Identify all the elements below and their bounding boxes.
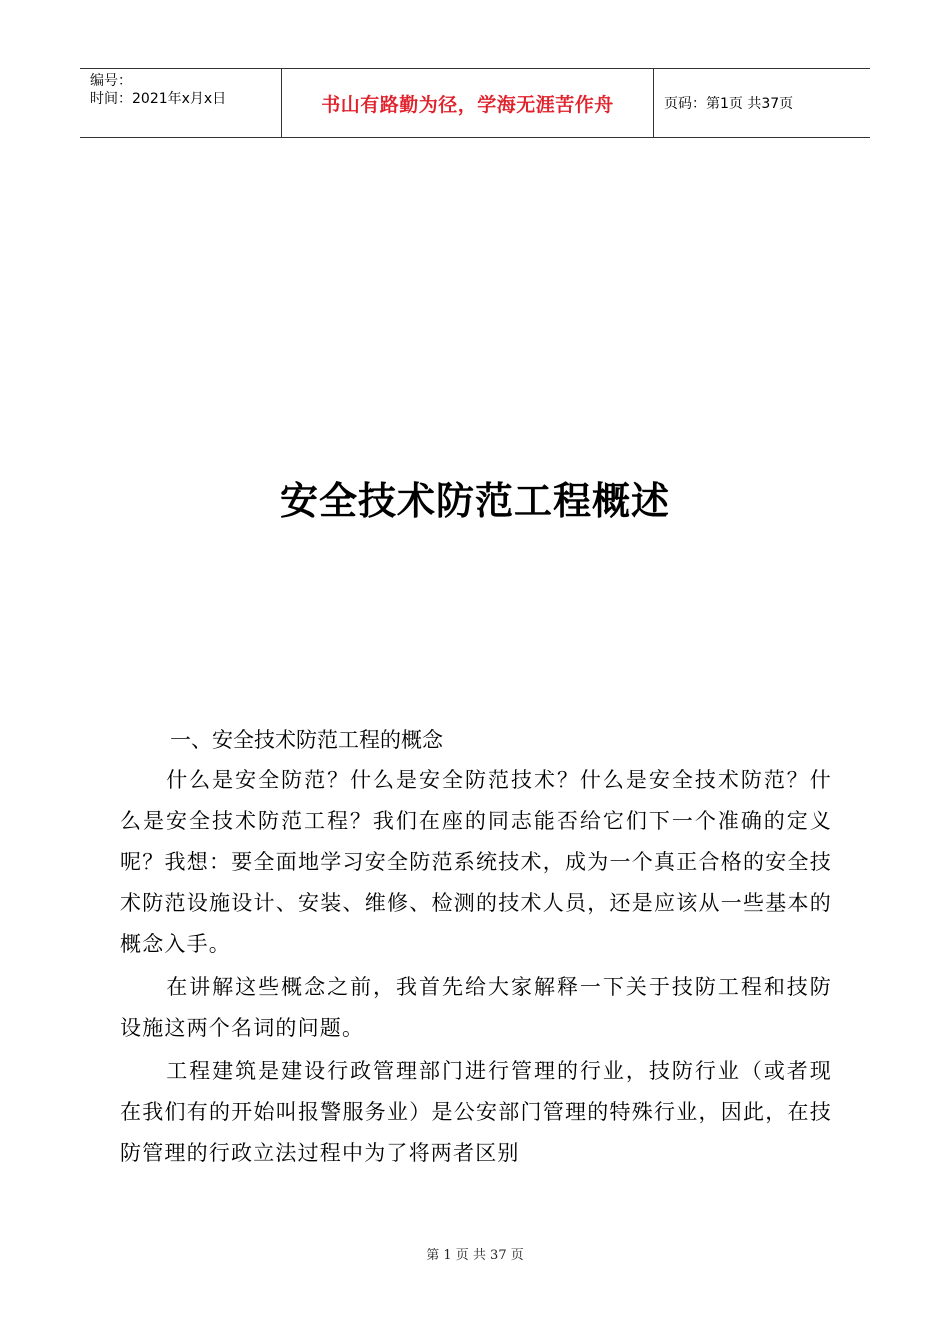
motto-text: 书山有路勤为径，学海无涯苦作舟 (321, 93, 614, 116)
date-label: 时间：2021年x月x日 (90, 91, 227, 107)
paragraph: 在讲解这些概念之前，我首先给大家解释一下关于技防工程和技防设施这两个名词的问题。 (120, 975, 832, 1040)
section-heading: 一、安全技术防范工程的概念 (170, 728, 443, 752)
document-header (80, 68, 870, 138)
page-footer: 第 1 页 共 37 页 (426, 1248, 524, 1263)
paragraph: 什么是安全防范？什么是安全防范技术？什么是安全技术防范？什么是安全技术防范工程？我们在座的同志能否给它们下一个准确的定义呢？我想：要全面地学习安全防范系统技术，成为一个真正合格的安全技术防范设施设计、安装、维修、检测的技术人员，还是应该从一些基本的概念入手。 (120, 768, 832, 956)
header-motto-cell (282, 69, 654, 137)
header-meta-cell (80, 69, 282, 137)
paragraph: 工程建筑是建设行政管理部门进行管理的行业，技防行业（或者现在我们有的开始叫报警服务业）是公安部门管理的特殊行业，因此，在技防管理的行政立法过程中为了将两者区别 (120, 1059, 832, 1165)
body-text (120, 760, 832, 1176)
page-info: 页码：第1页 共37页 (664, 96, 794, 112)
document-title: 安全技术防范工程概述 (279, 479, 670, 523)
header-page-cell (654, 69, 870, 137)
number-label: 编号： (90, 73, 132, 89)
